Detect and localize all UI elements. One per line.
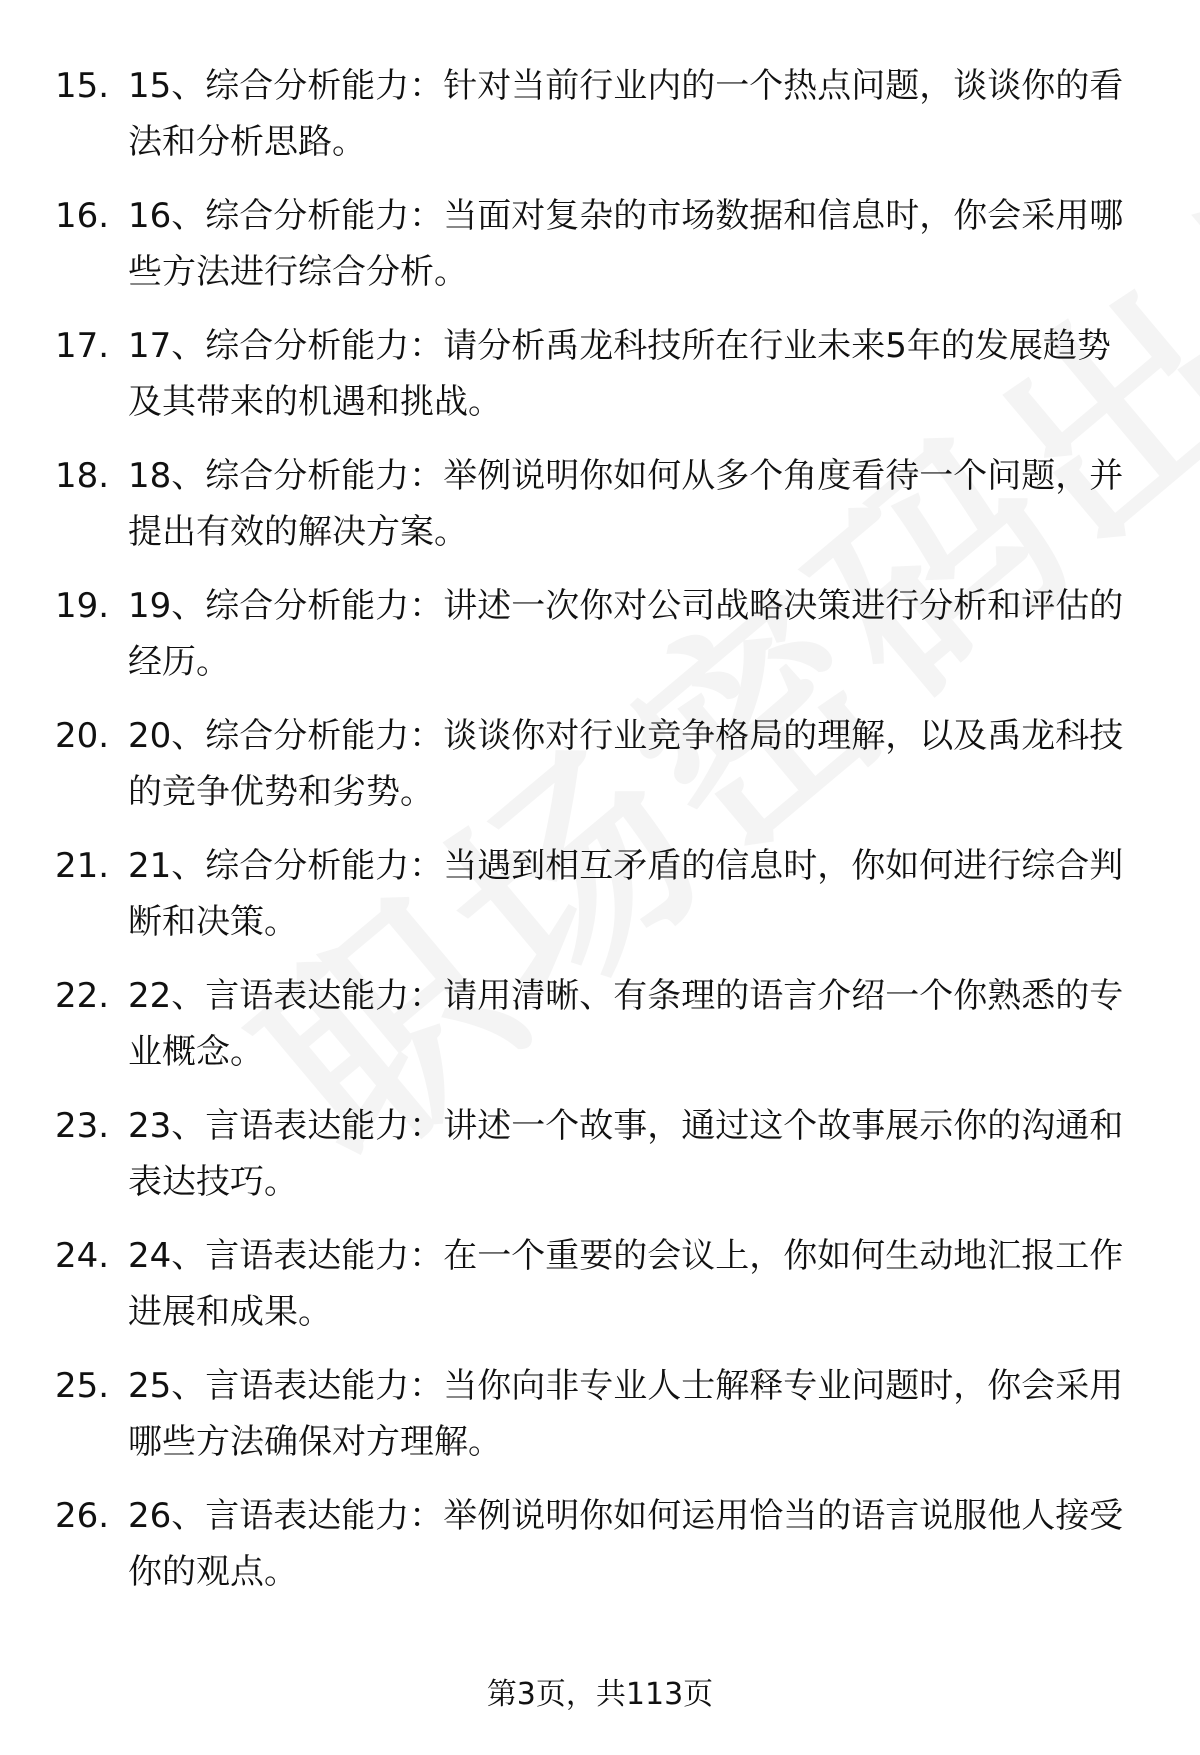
list-item [0, 578, 1200, 708]
item-number: 23. [55, 1106, 110, 1146]
list-item [0, 838, 1200, 968]
item-number: 26. [55, 1496, 110, 1536]
item-text: 21、综合分析能力：当遇到相互矛盾的信息时，你如何进行综合判断和决策。 [128, 846, 1124, 942]
item-number: 18. [55, 456, 110, 496]
question-list [0, 58, 1200, 1618]
item-number: 22. [55, 976, 110, 1016]
list-item [0, 1228, 1200, 1358]
list-item [0, 58, 1200, 188]
page-footer: 第3页，共113页 [486, 1677, 714, 1712]
list-item [0, 188, 1200, 318]
list-item [0, 318, 1200, 448]
item-text: 22、言语表达能力：请用清晰、有条理的语言介绍一个你熟悉的专业概念。 [128, 976, 1124, 1072]
item-text: 15、综合分析能力：针对当前行业内的一个热点问题，谈谈你的看法和分析思路。 [128, 66, 1124, 162]
item-text: 20、综合分析能力：谈谈你对行业竞争格局的理解，以及禹龙科技的竞争优势和劣势。 [128, 716, 1124, 812]
item-text: 16、综合分析能力：当面对复杂的市场数据和信息时，你会采用哪些方法进行综合分析。 [128, 196, 1124, 292]
list-item [0, 448, 1200, 578]
item-text: 26、言语表达能力：举例说明你如何运用恰当的语言说服他人接受你的观点。 [128, 1496, 1124, 1592]
item-number: 17. [55, 326, 110, 366]
item-text: 25、言语表达能力：当你向非专业人士解释专业问题时，你会采用哪些方法确保对方理解。 [128, 1366, 1124, 1462]
item-text: 17、综合分析能力：请分析禹龙科技所在行业未来5年的发展趋势及其带来的机遇和挑战。 [128, 326, 1111, 422]
list-item [0, 968, 1200, 1098]
list-item [0, 1098, 1200, 1228]
item-number: 20. [55, 716, 110, 756]
item-text: 19、综合分析能力：讲述一次你对公司战略决策进行分析和评估的经历。 [128, 586, 1124, 682]
list-item [0, 1358, 1200, 1488]
item-number: 24. [55, 1236, 110, 1276]
list-item [0, 708, 1200, 838]
item-text: 18、综合分析能力：举例说明你如何从多个角度看待一个问题，并提出有效的解决方案。 [128, 456, 1124, 552]
item-number: 25. [55, 1366, 110, 1406]
item-text: 23、言语表达能力：讲述一个故事，通过这个故事展示你的沟通和表达技巧。 [128, 1106, 1124, 1202]
item-text: 24、言语表达能力：在一个重要的会议上，你如何生动地汇报工作进展和成果。 [128, 1236, 1124, 1332]
item-number: 15. [55, 66, 110, 106]
item-number: 21. [55, 846, 110, 886]
item-number: 16. [55, 196, 110, 236]
list-item [0, 1488, 1200, 1618]
item-number: 19. [55, 586, 110, 626]
